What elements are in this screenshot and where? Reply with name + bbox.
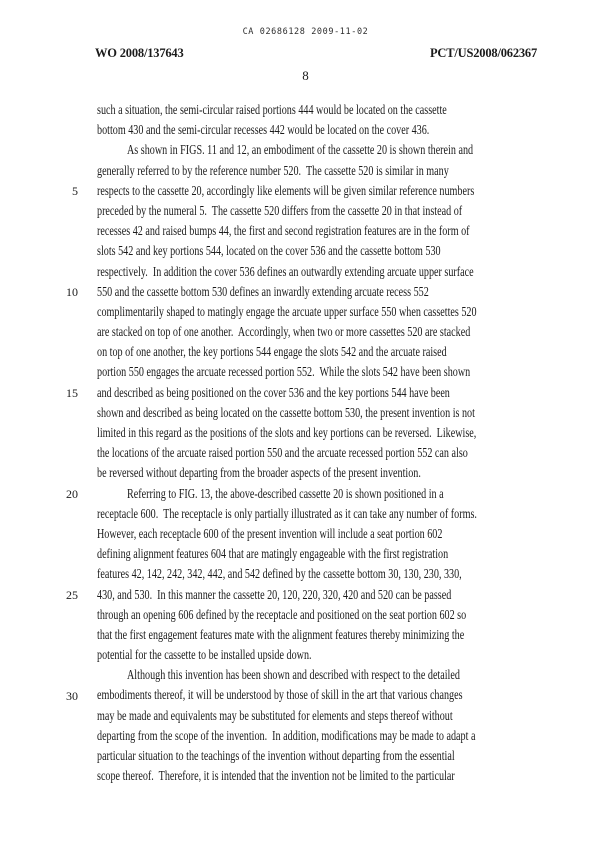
margin-line-number: 25 [66, 587, 78, 602]
text-line: through an opening 606 defined by the receptacle and positioned on the seat portion 602 so [97, 606, 467, 622]
text-line: on top of one another, the key portions 544 engage the slots 542 and the arcuate raised [97, 344, 447, 360]
text-line: such a situation, the semi-circular raised portions 444 would be located on the cassette [97, 102, 447, 117]
text-line: and described as being positioned on the cover 536 and the key portions 544 have been [97, 384, 450, 400]
text-line: be reversed without departing from the broader aspects of the present invention. [97, 465, 421, 481]
margin-line-number: 10 [66, 284, 78, 299]
text-line: 430, and 530. In this manner the cassette 20, 120, 220, 320, 420 and 520 can be passed [97, 586, 452, 602]
text-line: scope thereof. Therefore, it is intended that the invention not be limited to the particular [97, 768, 455, 784]
text-line: generally referred to by the reference number 520. The cassette 520 is similar in many [97, 162, 449, 178]
text-line: preceded by the numeral 5. The cassette 520 differs from the cassette 20 in that instead of [97, 202, 463, 218]
text-line: Referring to FIG. 13, the above-described cassette 20 is shown positioned in a [127, 485, 444, 501]
text-line: complimentarily shaped to matingly engage the arcuate upper surface 550 when cassettes 520 [97, 303, 477, 319]
text-line: potential for the cassette to be installed upside down. [97, 647, 312, 663]
header-stamp: CA 02686128 2009-11-02 [242, 27, 369, 37]
text-line: embodiments thereof, it will be understood by those of skill in the art that various changes [97, 687, 463, 703]
text-line: receptacle 600. The receptacle is only partially illustrated as it can take any number of forms. [97, 505, 477, 521]
text-line: slots 542 and key portions 544, located on the cover 536 and the cassette bottom 530 [97, 243, 441, 259]
margin-line-number: 20 [66, 486, 78, 501]
text-line: respects to the cassette 20, accordingly like elements will be given similar reference numbers [97, 182, 475, 198]
text-line: recesses 42 and raised bumps 44, the first and second registration features are in the form of [97, 223, 470, 239]
text-line: defining alignment features 604 that are matingly engageable with the first registration [97, 546, 449, 562]
margin-line-number: 30 [66, 688, 78, 703]
line-number-gutter [0, 100, 78, 800]
text-line: limited in this regard as the positions of the slots and key portions can be reversed. Likewise, [97, 425, 477, 440]
margin-line-number: 15 [66, 385, 78, 400]
text-line: features 42, 142, 242, 342, 442, and 542 defined by the cassette bottom 30, 130, 230, 330, [97, 566, 462, 582]
text-line: that the first engagement features mate with the alignment features thereby minimizing the [97, 626, 465, 642]
text-line: particular situation to the teachings of the invention without departing from the essential [97, 748, 455, 763]
text-line: However, each receptacle 600 of the present invention will include a seat portion 602 [97, 525, 443, 541]
body-text [97, 100, 597, 786]
application-number: PCT/US2008/062367 [430, 46, 538, 60]
text-line: shown and described as being located on the cassette bottom 530, the present invention is not [97, 404, 475, 420]
text-line: portion 550 engages the arcuate recessed portion 552. While the slots 542 have been shown [97, 364, 471, 380]
text-line: are stacked on top of one another. Accordingly, when two or more cassettes 520 are stacked [97, 324, 471, 340]
text-line: Although this invention has been shown and described with respect to the detailed [127, 667, 460, 683]
text-line: departing from the scope of the invention. In addition, modifications may be made to adapt a [97, 727, 476, 743]
margin-line-number: 5 [72, 183, 78, 198]
page-number: 8 [302, 68, 309, 83]
text-line: 550 and the cassette bottom 530 defines an inwardly extending arcuate recess 552 [97, 283, 429, 299]
text-line: bottom 430 and the semi-circular recesses 442 would be located on the cover 436. [97, 122, 430, 138]
text-line: respectively. In addition the cover 536 defines an outwardly extending arcuate upper surface [97, 263, 474, 279]
text-line: may be made and equivalents may be substituted for elements and steps thereof without [97, 707, 453, 723]
text-line: As shown in FIGS. 11 and 12, an embodiment of the cassette 20 is shown therein and [127, 142, 474, 158]
text-line: the locations of the arcuate raised portion 550 and the arcuate recessed portion 552 can also [97, 445, 468, 461]
publication-number: WO 2008/137643 [95, 46, 184, 60]
